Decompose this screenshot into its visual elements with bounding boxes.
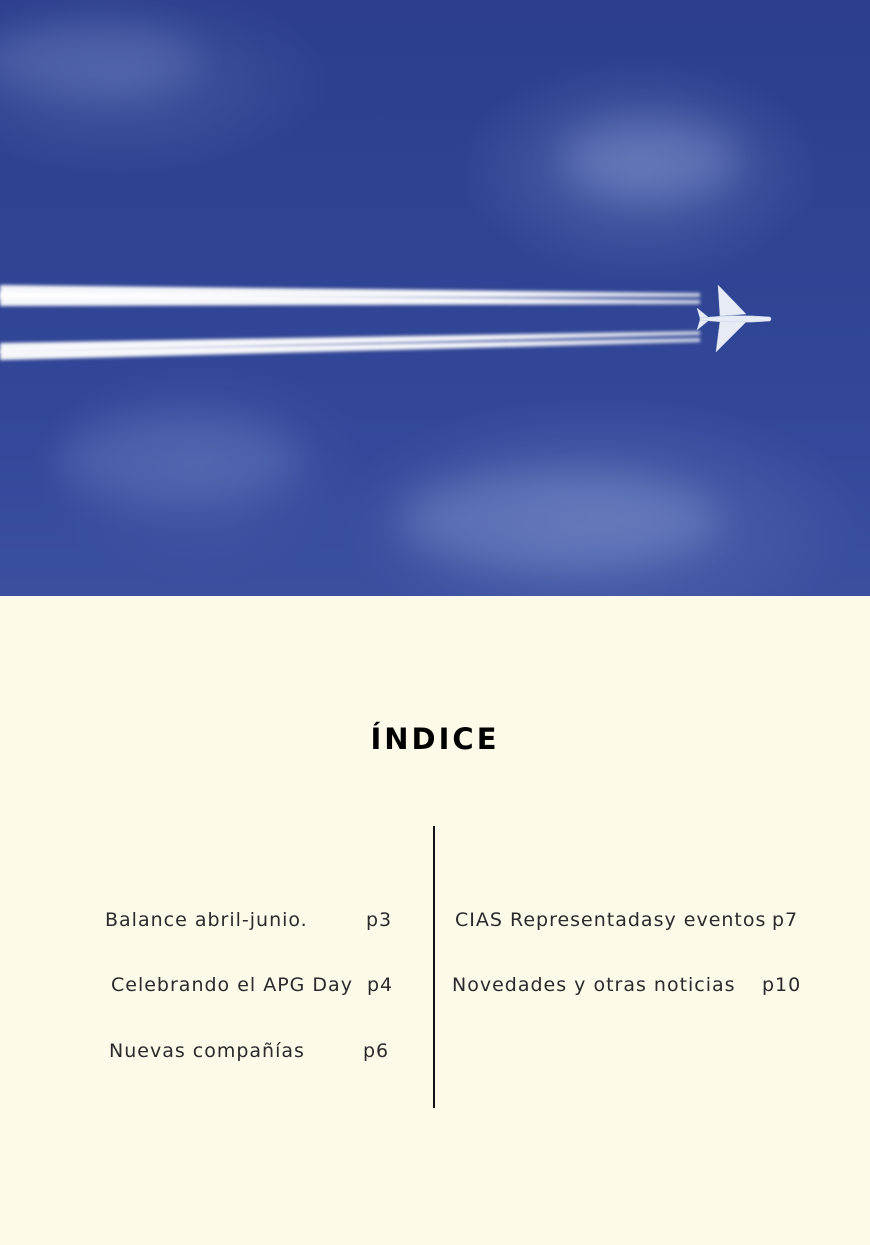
toc-item-nuevas-page: p6 bbox=[363, 1040, 390, 1062]
page-title: ÍNDICE bbox=[370, 722, 500, 756]
toc-item-apg-day-label[interactable]: Celebrando el APG Day bbox=[111, 974, 353, 996]
toc-item-nuevas-label[interactable]: Nuevas compañías bbox=[109, 1040, 305, 1062]
column-divider bbox=[433, 826, 435, 1108]
contrail-lower bbox=[0, 331, 700, 360]
airplane-contrails-illustration bbox=[0, 0, 870, 596]
contrail-upper bbox=[0, 285, 700, 306]
toc-item-novedades-label[interactable]: Novedades y otras noticias bbox=[452, 974, 736, 996]
toc-item-novedades-page: p10 bbox=[762, 974, 802, 996]
hero-photo bbox=[0, 0, 870, 596]
toc-item-cias-page: p7 bbox=[772, 909, 799, 931]
toc-item-cias-label[interactable]: CIAS Representadasy eventos bbox=[455, 909, 767, 931]
airplane-icon bbox=[697, 285, 771, 352]
toc-item-balance-label[interactable]: Balance abril-junio. bbox=[105, 909, 308, 931]
toc-item-balance-page: p3 bbox=[366, 909, 393, 931]
toc-item-apg-day-page: p4 bbox=[367, 974, 394, 996]
